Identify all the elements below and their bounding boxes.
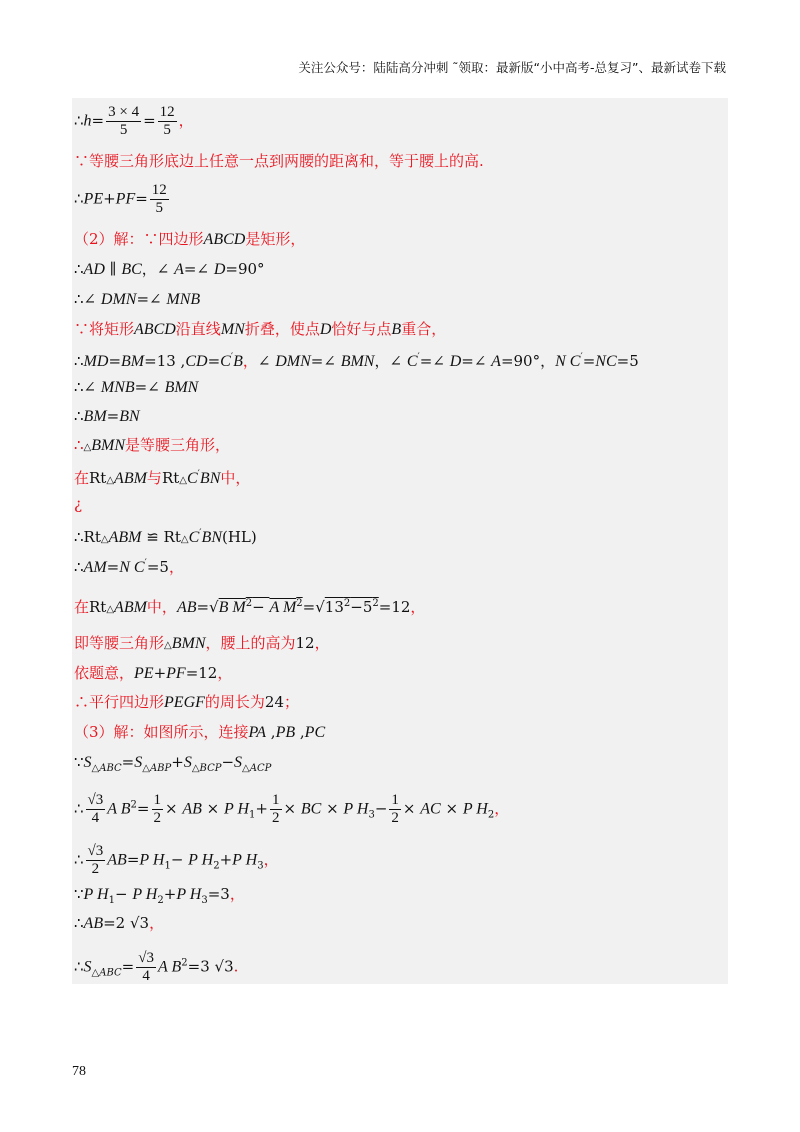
solution-line-1: ∴h= $\frac{3 \times 4}{5}$ = $\frac{12}{5}$ ， (74, 104, 194, 138)
solution-line-14: ∴Rt△ABM ≌ Rt△C′BN(HL) (74, 528, 257, 546)
solution-line-19: ∴平行四边形PEGF的周长为24； (74, 693, 300, 711)
page-number: 78 (72, 1064, 86, 1079)
solution-line-5: ∴AD ∥ BC，∠ A=∠ D=90° (74, 260, 265, 278)
solution-line-10: ∴BM=BN (74, 407, 140, 425)
solution-line-17: 即等腰三角形△BMN，腰上的高为12， (74, 634, 330, 652)
solution-line-24: ∵P $H_1- P$ $H_2+P$ $H_3=3$， (74, 885, 245, 906)
solution-line-13: ¿ (74, 495, 83, 513)
solution-line-23: ∴ $\frac{√3}{2}$ AB=P $H_1- P$ $H_2+P$ $H_3$， (74, 843, 279, 877)
solution-line-16: 在Rt△ABM中，AB=√B $M^2- A$ $M^2=√13^2-5^2=12$， (74, 598, 426, 616)
solution-line-25: ∴AB=2 √3， (74, 914, 165, 932)
solution-line-7: ∵将矩形ABCD沿直线MN折叠，使点D恰好与点B重合， (74, 320, 447, 338)
solution-line-4: （2）解：∵四边形ABCD是矩形， (74, 230, 306, 248)
solution-line-6: ∴∠ DMN=∠ MNB (74, 290, 201, 308)
solution-line-12: 在Rt△ABM与Rt△C′BN中， (74, 469, 251, 487)
solution-line-21: $\because S_{\triangle ABC}=S_{\triangle ABP}+S_{\triangle BCP}-S_{\triangle ACP}$ (74, 753, 272, 774)
solution-line-15: ∴AM=N C′=5， (74, 558, 184, 576)
solution-line-3: ∴PE+PF= $\frac{12}{5}$ (74, 182, 167, 216)
solution-line-8: ∴MD=BM=13 ,CD=C′B，∠ DMN=∠ BMN，∠ C′=∠ D=∠ A=90°，N C′=NC=5 (74, 352, 639, 370)
solution-line-18: 依题意，PE+PF=12， (74, 664, 233, 682)
solution-line-22: ∴ $\frac{√3}{4}$ A $B^2=$ $\frac{1}{2}$ × AB × P $H_1+$ $\frac{1}{2}$ × BC × P $H_3-$ $\frac{1}{2}$ × AC × P $H_2$， (74, 792, 510, 826)
page-header: 关注公众号：陆陆高分冲刺 ˜领取：最新版“小中高考-总复习”、最新试卷下载 (298, 60, 726, 75)
solution-line-26: $\therefore S_{\triangle ABC}=$ $\frac{√3}{4}$ A $B^2=3$ √3. (74, 950, 239, 984)
solution-line-9: ∴∠ MNB=∠ BMN (74, 378, 199, 396)
solution-line-20: （3）解：如图所示，连接PA ,PB ,PC (74, 723, 326, 741)
solution-line-2: ∵等腰三角形底边上任意一点到两腰的距离和，等于腰上的高. (74, 152, 484, 170)
solution-line-11: ∴△BMN是等腰三角形， (74, 436, 231, 454)
